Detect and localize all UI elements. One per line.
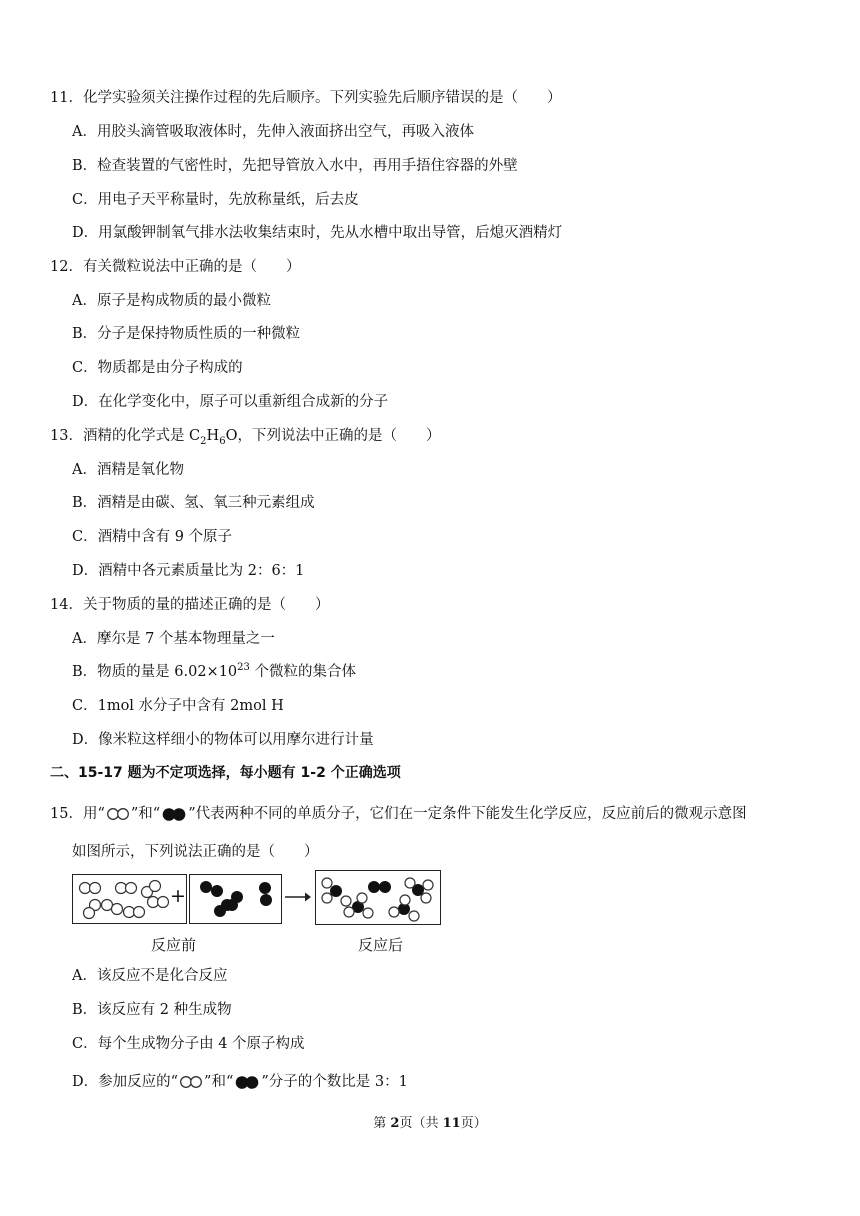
q12-option-c: C．物质都是由分子构成的: [72, 360, 243, 376]
q13-stem-pre: 13．酒精的化学式是 C: [50, 428, 201, 444]
section-heading: 二、15-17 题为不定项选择，每小题有 1-2 个正确选项: [50, 765, 401, 781]
q14-option-c: C．1mol 水分子中含有 2mol H: [72, 698, 284, 714]
black-molecule-icon: [234, 1075, 260, 1090]
q15-option-d-part1: D．参加反应的“: [72, 1074, 179, 1090]
q11-option-c: C．用电子天平称量时，先放称量纸，后去皮: [72, 192, 359, 208]
q12-option-d: D．在化学变化中，原子可以重新组合成新的分子: [72, 394, 389, 410]
q15-stem: [50, 802, 747, 823]
q15-stem-line2: 如图所示，下列说法正确的是（ ）: [72, 844, 319, 860]
q15-stem-part1: 15．用“: [50, 806, 105, 822]
after-box: [315, 870, 441, 925]
q13-stem-mid: H: [206, 428, 220, 444]
q11-stem: 11．化学实验须关注操作过程的先后顺序。下列实验先后顺序错误的是（ ）: [50, 90, 562, 106]
q14-option-b-post: 个微粒的集合体: [249, 664, 356, 680]
q15-option-a: A．该反应不是化合反应: [72, 968, 228, 984]
q15-stem-part2: ”和“: [130, 806, 161, 822]
q13-stem-post: O，下列说法中正确的是（ ）: [225, 428, 441, 444]
footer-total-pages: 11: [442, 1116, 461, 1131]
q14-stem: 14．关于物质的量的描述正确的是（ ）: [50, 597, 330, 613]
black-molecules-group: [190, 875, 281, 923]
q15-option-b: B．该反应有 2 种生成物: [72, 1002, 232, 1018]
page-footer: [0, 1112, 860, 1131]
q13-sub-1: 2: [200, 435, 207, 447]
product-molecules-group: [316, 871, 440, 924]
plus-sign: +: [170, 885, 186, 907]
q15-option-d-part2: ”和“: [204, 1074, 234, 1090]
reaction-diagram: [72, 868, 452, 958]
q15-option-d-part3: ”分子的个数比是 3：1: [261, 1074, 408, 1090]
black-molecule-icon: [161, 807, 187, 822]
q12-option-b: B．分子是保持物质性质的一种微粒: [72, 326, 301, 342]
q13-option-a: A．酒精是氧化物: [72, 462, 184, 478]
arrow-right-icon: [284, 890, 312, 904]
q13-option-c: C．酒精中含有 9 个原子: [72, 529, 233, 545]
q11-option-a: A．用胶头滴管吸取液体时，先伸入液面挤出空气，再吸入液体: [72, 124, 474, 140]
q13-stem: [50, 424, 440, 447]
q13-sub-2: 6: [219, 435, 226, 447]
caption-after: 反应后: [358, 936, 404, 954]
q15-stem-part3: ”代表两种不同的单质分子，它们在一定条件下能发生化学反应，反应前后的微观示意图: [188, 806, 747, 822]
q12-stem: 12．有关微粒说法中正确的是（ ）: [50, 259, 301, 275]
q15-option-c: C．每个生成物分子由 4 个原子构成: [72, 1036, 305, 1052]
q12-option-a: A．原子是构成物质的最小微粒: [72, 293, 271, 309]
footer-page-number: 2: [390, 1116, 400, 1131]
caption-before: 反应前: [151, 936, 197, 954]
q11-option-d: D．用氯酸钾制氧气排水法收集结束时，先从水槽中取出导管，后熄灭酒精灯: [72, 225, 563, 241]
q14-option-b-exponent: 23: [237, 662, 250, 674]
footer-mid: 页（共: [399, 1116, 443, 1131]
q14-option-d: D．像米粒这样细小的物体可以用摩尔进行计量: [72, 732, 374, 748]
white-molecule-icon: [106, 807, 130, 821]
footer-pre: 第: [373, 1116, 391, 1131]
q11-option-b: B．检查装置的气密性时，先把导管放入水中，再用手捂住容器的外壁: [72, 158, 518, 174]
q14-option-b: [72, 660, 356, 681]
q14-option-a: A．摩尔是 7 个基本物理量之一: [72, 631, 275, 647]
white-molecule-icon: [179, 1075, 203, 1089]
q15-option-d: [72, 1070, 408, 1091]
q14-option-b-pre: B．物质的量是 6.02×10: [72, 664, 238, 680]
q13-option-d: D．酒精中各元素质量比为 2：6：1: [72, 563, 305, 579]
q13-option-b: B．酒精是由碳、氢、氧三种元素组成: [72, 495, 315, 511]
footer-post: 页）: [460, 1116, 487, 1131]
before-box-black: [189, 874, 282, 924]
